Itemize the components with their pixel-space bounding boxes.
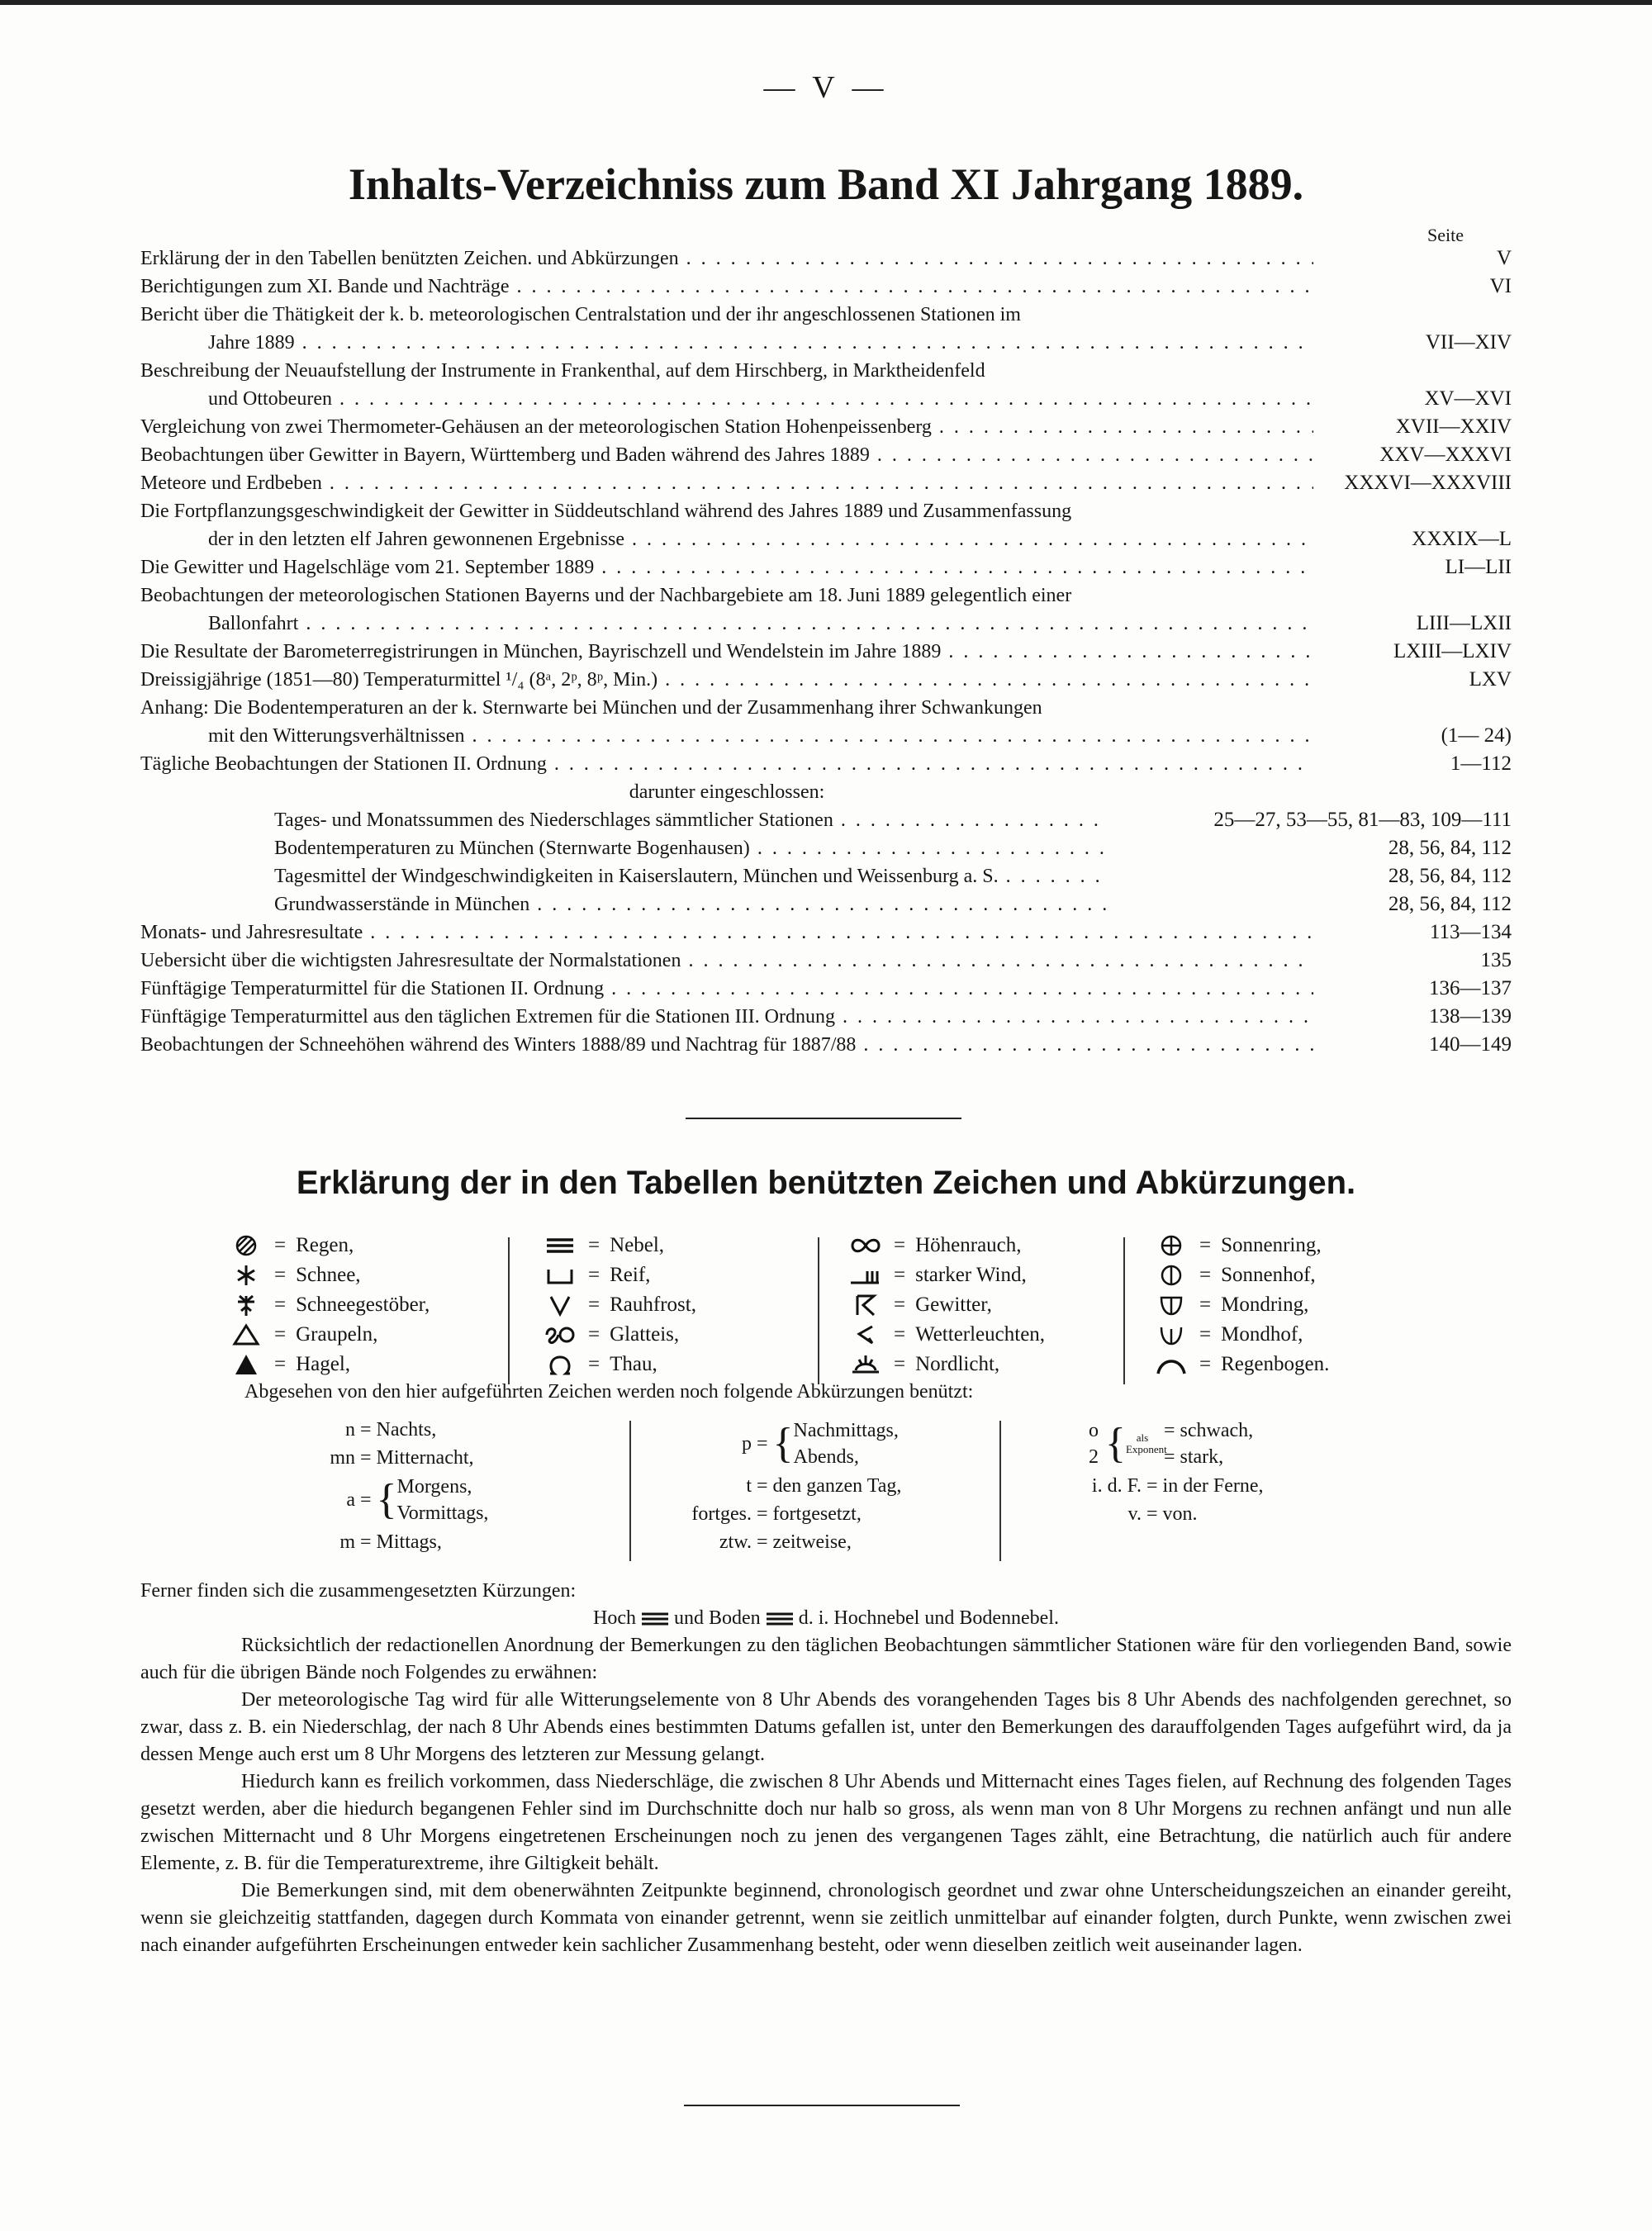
reif-icon [537,1263,583,1288]
symbol-item [843,1290,1045,1320]
symbol-label: Regen, [296,1234,354,1256]
toc-entry-page: XXXVI—XXXVIII [1344,472,1512,494]
toc-entry [140,975,1512,1003]
symbol-item [843,1320,1045,1350]
abbrev-key: i. d. F. [1091,1475,1142,1497]
symbol-label: Hagel, [296,1353,351,1375]
brace: { [1105,1420,1126,1467]
symbol-label: Höhenrauch, [915,1234,1022,1256]
toc-entry [140,1031,1512,1059]
toc-entry-text: Monats- und Jahresresultate . . . [140,919,1313,947]
symbol-column [223,1231,430,1379]
toc-entry-page: XVII—XXIV [1395,415,1512,438]
hoehenrauch-icon [843,1233,889,1258]
toc-entry-page: 135 [1480,949,1512,971]
symbol-label: Rauhfrost, [610,1294,696,1316]
equals-sign: = [894,1264,906,1286]
toc-entry-text: Fünftägige Temperaturmittel aus den täglichen Extremen für die Stationen III. Ordnung . . . [140,1003,1313,1031]
symbol-item [223,1290,430,1320]
column-separator [1123,1237,1125,1384]
abbrev-item: n = Nachts, [306,1416,620,1444]
symbol-legend [223,1231,1396,1379]
toc-entry [140,581,1512,610]
schnee-icon [223,1263,269,1288]
toc-entry-page: 25—27, 53—55, 81—83, 109—111 [1213,809,1512,831]
symbol-item [843,1260,1045,1290]
thau-icon [537,1352,583,1377]
toc-entry [140,750,1512,778]
abbrev-key: m [339,1531,355,1553]
column-separator [629,1421,631,1561]
table-of-contents [140,244,1512,1059]
abbrev-value: Mittags, [376,1531,442,1553]
symbol-label: Regenbogen. [1221,1353,1330,1375]
symbol-item [537,1260,696,1290]
abbrev-key: 2 [1089,1446,1099,1468]
nebel-icon [766,1612,794,1626]
equals-sign: = [1199,1353,1212,1375]
toc-entry-text: Die Fortpflanzungsgeschwindigkeit der Gewitter in Süddeutschland während des Jahres 1889 und Zusammenfassung [140,501,1072,522]
abbrev-item: v. = von. [1024,1500,1379,1528]
toc-entry [140,890,1512,919]
toc-entry [140,497,1512,525]
toc-entry [140,666,1512,694]
toc-entry-page: 28, 56, 84, 112 [1388,893,1512,915]
toc-entry-text: Bericht über die Thätigkeit der k. b. meteorologischen Centralstation und der ihr angeschlossenen Stationen im [140,304,1021,325]
abbrev-item: i. d. F. = in der Ferne, [1024,1472,1379,1500]
toc-entry-text: Fünftägige Temperaturmittel für die Stationen II. Ordnung . . . [140,975,1313,1003]
abbrev-value: stark, [1180,1446,1224,1468]
toc-entry-text: und Ottobeuren . . . [140,385,1313,413]
divider-rule [684,2105,960,2106]
toc-entry [140,441,1512,469]
toc-entry [140,553,1512,581]
abbrev-key: fortges. [691,1503,752,1525]
abbrev-column-3 [1024,1416,1379,1528]
symbol-item [537,1231,696,1260]
graupeln-icon [223,1322,269,1347]
toc-entry-page: VII—XIV [1425,331,1512,354]
equals-sign: = [274,1234,287,1256]
equals-sign: = [588,1264,601,1286]
equals-sign: = [1199,1234,1212,1256]
toc-entry-page: 136—137 [1429,977,1512,999]
symbol-label: Graupeln, [296,1323,378,1346]
equals-sign: = [588,1353,601,1375]
hoch-label: Hoch [593,1607,637,1629]
symbol-item [223,1260,430,1290]
symbol-column [537,1231,696,1379]
paragraph-2: Der meteorologische Tag wird für alle Witterungselemente von 8 Uhr Abends des vorangehenden Tages bis 8 Uhr Abends des nachfolgenden gerechnet, so zwar, dass z. B. ein Niederschlag, der nach 8 Uhr Abends eines bestimmten Datums gefallen ist, unter den Bemerkungen des darauffolgenden Tages aufgeführt wird, da ja dessen Menge auch erst um 8 Uhr Morgens des letzteren zur Messung gelangt. [140,1689,1512,1765]
toc-entry-text: Beobachtungen der Schneehöhen während des Winters 1888/89 und Nachtrag für 1887/88 . . . [140,1031,1313,1059]
brace: { [772,1420,794,1467]
regenbogen-icon [1148,1352,1194,1377]
toc-entry [140,778,1512,806]
toc-entry [140,834,1512,862]
symbol-item [1148,1320,1329,1350]
sonnenring-icon [1148,1233,1194,1258]
regen-icon [223,1233,269,1258]
abbrev-value: schwach, [1180,1420,1254,1441]
page-title: Inhalts-Verzeichniss zum Band XI Jahrgang 1889. [348,159,1304,209]
toc-entry-page: V [1496,247,1512,269]
abbrev-key: mn [330,1447,355,1469]
toc-entry-text: Jahre 1889 . . . [140,329,1313,357]
schneegestoeber-icon [223,1293,269,1317]
nebel-icon [537,1233,583,1258]
symbol-label: Reif, [610,1264,651,1286]
toc-entry-text: Ballonfahrt . . . [140,610,1313,638]
toc-entry-page: LIII—LXII [1416,612,1512,634]
abbrev-value: in der Ferne, [1162,1475,1264,1497]
symbol-item [1148,1350,1329,1379]
toc-entry [140,694,1512,722]
symbol-item [223,1231,430,1260]
abbrev-value: fortgesetzt, [772,1503,862,1525]
toc-entry-page: XV—XVI [1424,387,1512,410]
toc-entry [140,862,1512,890]
abbrev-intro: Abgesehen von den hier aufgeführten Zeichen werden noch folgende Abkürzungen benützt: [244,1381,974,1403]
symbol-label: Mondhof, [1221,1323,1303,1346]
hoch-boden-line [140,1605,1512,1632]
equals-sign: = [894,1323,906,1346]
equals-sign: = [588,1234,601,1256]
nebel-icon [641,1612,669,1626]
hagel-icon [223,1352,269,1377]
column-separator [818,1237,819,1384]
seite-label: Seite [1427,225,1464,245]
equals-sign: = [274,1294,287,1316]
abbrev-item: mn = Mitternacht, [306,1444,620,1472]
toc-entry [140,469,1512,497]
sonnenhof-icon [1148,1263,1194,1288]
symbol-item [843,1350,1045,1379]
equals-sign: = [894,1294,906,1316]
equals-sign: = [894,1234,906,1256]
brace: { [376,1476,397,1523]
abbrev-item: p = { Nachmittags, Abends, [661,1416,991,1472]
column-separator [508,1237,510,1384]
symbol-label: Nordlicht, [915,1353,1000,1375]
symbol-item [223,1320,430,1350]
abbrev-value: Nachts, [376,1419,437,1441]
toc-entry [140,273,1512,301]
equals-sign: = [588,1323,601,1346]
top-border [0,0,1652,5]
toc-entry [140,329,1512,357]
toc-entry-page: (1— 24) [1441,724,1512,747]
toc-entry-text: Beschreibung der Neuaufstellung der Instrumente in Frankenthal, auf dem Hirschberg, in Marktheidenfeld [140,360,985,382]
abbrev-value: den ganzen Tag, [772,1475,902,1497]
page-number: — V — [763,70,889,105]
toc-entry-text: Vergleichung von zwei Thermometer-Gehäusen an der meteorologischen Station Hohenpeissenberg . . . [140,413,1313,441]
toc-entry [140,1003,1512,1031]
abbrev-column-2 [661,1416,991,1556]
abbrev-item: fortges. = fortgesetzt, [661,1500,991,1528]
toc-entry-page: 28, 56, 84, 112 [1388,865,1512,887]
divider-rule [686,1118,961,1119]
abbrev-value: zeitweise, [772,1531,852,1553]
toc-entry-page: 113—134 [1429,921,1512,943]
toc-entry-text: Tägliche Beobachtungen der Stationen II. Ordnung . . . [140,750,1313,778]
toc-entry-page: 1—112 [1450,752,1512,775]
symbol-label: Wetterleuchten, [915,1323,1046,1346]
equals-sign: = [894,1353,906,1375]
abbrev-value: von. [1162,1503,1198,1525]
abbrev-column-1 [306,1416,620,1556]
toc-entry-text: mit den Witterungsverhältnissen . . . [140,722,1313,750]
paragraph-3: Hiedurch kann es freilich vorkommen, dass Niederschläge, die zwischen 8 Uhr Abends und Mitternacht eines Tages fielen, auf Rechnung des folgenden Tages gesetzt werden, aber die hiedurch begangenen Fehler sind im Durchschnitte doch nur halb so gross, als wenn man von 8 Uhr Morgens zu rechnen anfängt und nun alle zwischen Mitternacht und 8 Uhr Morgens eingetretenen Erscheinungen noch zu jenen des vergangenen Tages zählt, eine Betrachtung, die natürlich auch für andere Elemente, z. B. für die Temperaturextreme, ihre Giltigkeit behält. [140,1771,1512,1874]
paragraph-4: Die Bemerkungen sind, mit dem obenerwähnten Zeitpunkte beginnend, chronologisch geordnet und zwar ohne Unterscheidungszeichen an einander gereiht, wenn sie gleichzeitig stattfanden, dagegen durch Kommata von einander getrennt, wenn sie zeitlich unmittelbar auf einander folgten, durch Punkte, wenn zwischen zwei nach einander aufgeführten Erscheinungen entweder kein sachlicher Zusammenhang besteht, oder wenn dieselben zeitlich weit auseinander lagen. [140,1880,1512,1956]
symbol-item [223,1350,430,1379]
symbol-label: Schnee, [296,1264,361,1286]
toc-entry [140,357,1512,385]
hoch-boden-explanation: d. i. Hochnebel und Bodennebel. [798,1607,1059,1629]
equals-sign: = [274,1353,287,1375]
toc-entry-text: Erklärung der in den Tabellen benützten Zeichen. und Abkürzungen . . . [140,244,1313,273]
equals-sign: = [1199,1323,1212,1346]
paragraph-1: Rücksichtlich der redactionellen Anordnung der Bemerkungen zu den täglichen Beobachtungen sämmtlicher Stationen wäre für den vorliegenden Band, sowie auch für die übrigen Bände noch Folgendes zu erwähnen: [140,1635,1512,1683]
equals-sign: = [588,1294,601,1316]
boden-label: und Boden [674,1607,761,1629]
symbol-label: Sonnenhof, [1221,1264,1316,1286]
toc-entry [140,525,1512,553]
symbol-item [1148,1290,1329,1320]
toc-entry-text: Bodentemperaturen zu München (Sternwarte Bogenhausen) . . . [140,834,1107,862]
equals-sign: = [274,1323,287,1346]
toc-entry [140,301,1512,329]
abbrev-value: Morgens, [396,1476,472,1498]
abbrev-key: a [346,1488,355,1511]
toc-entry-text: Berichtigungen zum XI. Bande und Nachträge . . . [140,273,1313,301]
symbol-item [537,1350,696,1379]
toc-entry-page: 140—149 [1429,1033,1512,1056]
rauhfrost-icon [537,1293,583,1317]
toc-entry-text: Tages- und Monatssummen des Niederschlages sämmtlicher Stationen . . . [140,806,1107,834]
toc-entry-text: Anhang: Die Bodentemperaturen an der k. Sternwarte bei München und der Zusammenhang ihrer Schwankungen [140,697,1042,719]
symbol-item [537,1290,696,1320]
toc-entry [140,385,1512,413]
ferner-line: Ferner finden sich die zusammengesetzten Kürzungen: [140,1580,577,1602]
abbrev-value: Vormittags, [396,1502,489,1524]
abbrev-item: m = Mittags, [306,1528,620,1556]
abbrev-value: Abends, [793,1446,859,1468]
legend-title: Erklärung der in den Tabellen benützten Zeichen und Abkürzungen. [296,1165,1356,1201]
toc-entry-text: der in den letzten elf Jahren gewonnenen Ergebnisse . . . [140,525,1313,553]
toc-entry [140,806,1512,834]
toc-entry [140,413,1512,441]
abbrev-value: Mitternacht, [376,1447,474,1469]
symbol-label: Mondring, [1221,1294,1309,1316]
symbol-label: starker Wind, [915,1264,1027,1286]
gewitter-icon [843,1293,889,1317]
exponent-label: als Exponent [1125,1431,1167,1455]
abbreviation-legend [306,1416,1379,1564]
mondring-icon [1148,1293,1194,1317]
toc-entry-text: Uebersicht über die wichtigsten Jahresresultate der Normalstationen . . . [140,947,1313,975]
symbol-label: Schneegestöber, [296,1294,430,1316]
toc-entry [140,919,1512,947]
abbrev-item: ztw. = zeitweise, [661,1528,991,1556]
toc-entry-text: Beobachtungen der meteorologischen Stationen Bayerns und der Nachbargebiete am 18. Juni 1889 gelegentlich einer [140,585,1072,606]
toc-entry-page: LXIII—LXIV [1393,640,1512,662]
toc-entry-page: XXXIX—L [1412,528,1512,550]
toc-entry-page: LI—LII [1445,556,1512,578]
symbol-label: Glatteis, [610,1323,680,1346]
mondhof-icon [1148,1322,1194,1347]
toc-entry-text: darunter eingeschlossen: [629,781,825,803]
symbol-column [1148,1231,1329,1379]
toc-entry-text: Tagesmittel der Windgeschwindigkeiten in Kaiserslautern, München und Weissenburg a. S. . . . [140,862,1107,890]
toc-entry [140,638,1512,666]
toc-entry-page: LXV [1469,668,1512,691]
toc-entry-text: Dreissigjährige (1851—80) Temperaturmittel ¹/₄ (8ᵃ, 2ᵖ, 8ᵖ, Min.) . . . [140,666,1313,694]
toc-entry-text: Die Gewitter und Hagelschläge vom 21. September 1889 . . . [140,553,1313,581]
symbol-item [1148,1231,1329,1260]
column-separator [999,1421,1001,1561]
abbrev-key: p [742,1432,752,1455]
symbol-item [843,1231,1045,1260]
toc-entry-text: Meteore und Erdbeben . . . [140,469,1313,497]
equals-sign: = [1199,1294,1212,1316]
wetterleuchten-icon [843,1322,889,1347]
equals-sign: = [274,1264,287,1286]
abbrev-key: n [345,1419,355,1441]
glatteis-icon [537,1322,583,1347]
explanatory-text [140,1578,1512,1959]
abbrev-key: ztw. [719,1531,752,1553]
symbol-label: Nebel, [610,1234,665,1256]
symbol-label: Thau, [610,1353,657,1375]
toc-entry [140,244,1512,273]
abbrev-key: o [1089,1420,1099,1441]
toc-entry-text: Die Resultate der Barometerregistrirungen in München, Bayrischzell und Wendelstein im Jahre 1889 . . . [140,638,1313,666]
toc-entry-text: Beobachtungen über Gewitter in Bayern, Württemberg und Baden während des Jahres 1889 . . . [140,441,1313,469]
symbol-item [537,1320,696,1350]
abbrev-value: Nachmittags, [793,1420,899,1441]
nordlicht-icon [843,1352,889,1377]
symbol-label: Gewitter, [915,1294,992,1316]
abbrev-item: o 2 { als Exponent = schwach, = stark, [1089,1420,1254,1468]
symbol-column [843,1231,1045,1379]
symbol-label: Sonnenring, [1221,1234,1322,1256]
toc-entry-page: VI [1489,275,1512,297]
toc-entry [140,610,1512,638]
toc-entry-page: 138—139 [1429,1005,1512,1028]
abbrev-key: t [746,1475,752,1497]
toc-entry [140,722,1512,750]
starker-wind-icon [843,1263,889,1288]
equals-sign: = [1199,1264,1212,1286]
abbrev-item: a = { Morgens, Vormittags, [306,1472,620,1528]
toc-entry-page: XXV—XXXVI [1379,444,1512,466]
toc-entry-page: 28, 56, 84, 112 [1388,837,1512,859]
toc-entry-text: Grundwasserstände in München . . . [140,890,1107,919]
abbrev-item: t = den ganzen Tag, [661,1472,991,1500]
abbrev-key: v. [1127,1503,1142,1525]
symbol-item [1148,1260,1329,1290]
toc-entry [140,947,1512,975]
